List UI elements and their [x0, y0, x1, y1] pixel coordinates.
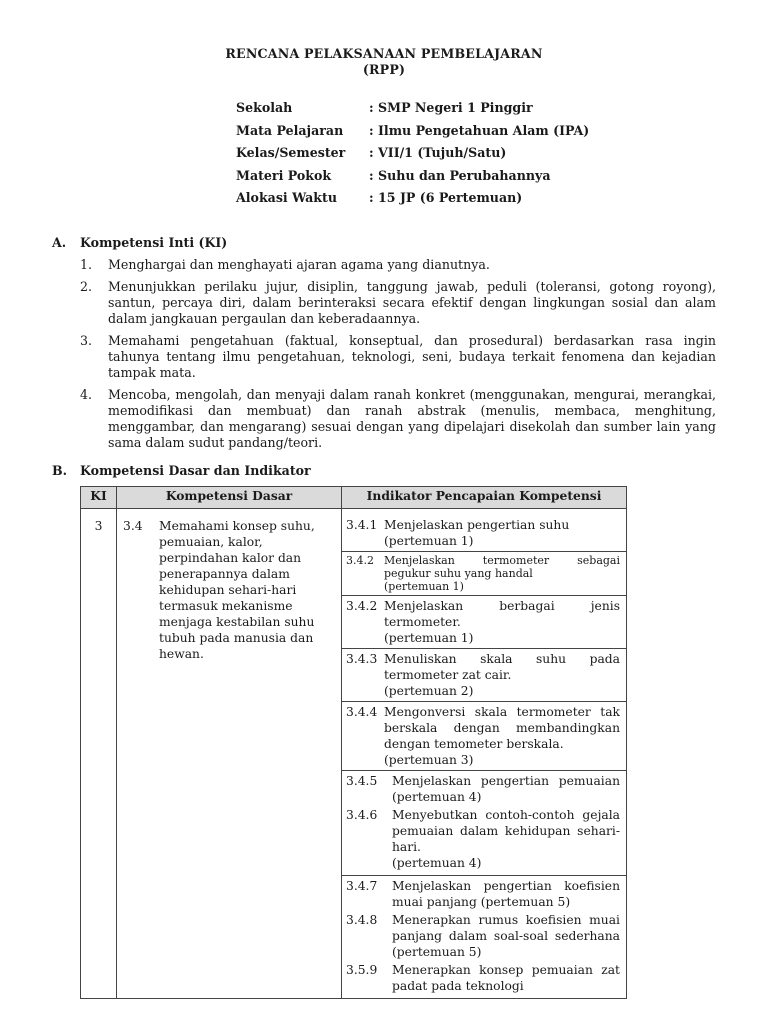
indicator-item	[342, 509, 626, 552]
indicator-line: Menjelaskan pengertian suhu	[384, 518, 570, 532]
section-letter: A.	[52, 235, 67, 250]
list-item	[80, 387, 716, 451]
document-title: RENCANA PELAKSANAAN PEMBELAJARAN	[225, 46, 543, 61]
kd-line: penerapannya dalam	[159, 567, 290, 581]
indicator-line: (pertemuan 1)	[384, 534, 474, 548]
core-competency-list	[80, 257, 716, 457]
kd-line: kehidupan sehari-hari	[159, 583, 297, 597]
indicator-item	[342, 596, 626, 649]
indicator-item	[342, 649, 626, 702]
info-label: Sekolah	[236, 100, 293, 115]
info-label: Kelas/Semester	[236, 145, 346, 160]
indicator-line: (pertemuan 1)	[384, 631, 474, 645]
kd-cell	[117, 509, 342, 999]
info-value: : VII/1 (Tujuh/Satu)	[369, 145, 507, 160]
list-text: Memahami pengetahuan (faktual, konseptual, dan prosedural) berdasarkan rasa ingin tahunya tentang ilmu pengetahuan, teknologi, seni, budaya terkait fenomena dan kejadian tampak mata.	[108, 333, 716, 380]
section-title: Kompetensi Dasar dan Indikator	[80, 463, 311, 478]
indicator-item	[346, 807, 620, 871]
indicator-item	[342, 552, 626, 596]
list-number: 4.	[80, 387, 93, 402]
info-value: : 15 JP (6 Pertemuan)	[369, 190, 523, 205]
list-number: 2.	[80, 279, 93, 294]
document-subtitle: (RPP)	[362, 62, 406, 77]
kd-line: pemuaian, kalor,	[159, 535, 263, 549]
indicator-number: 3.5.9	[346, 963, 378, 977]
info-label: Mata Pelajaran	[236, 122, 344, 138]
kd-text	[117, 509, 341, 662]
competency-table	[80, 486, 627, 999]
indicator-line: Menyebutkan contoh-contoh gejala pemuaian dalam kehidupan sehari-hari.	[392, 808, 620, 854]
indicator-line: Menjelaskan termometer sebagai pegukur suhu yang handal	[384, 554, 620, 580]
list-text: Menunjukkan perilaku jujur, disiplin, tanggung jawab, peduli (toleransi, gotong royong), santun, percaya diri, dalam berinteraksi secara efektif dengan lingkungan sosial dan alam dalam jangkauan pergaulan dan keberadaannya.	[108, 279, 716, 326]
indicator-item	[346, 962, 620, 994]
list-item	[80, 333, 716, 381]
indicator-item	[342, 702, 626, 771]
indicator-line: (pertemuan 2)	[384, 684, 474, 698]
indicator-number: 3.4.4	[346, 705, 378, 719]
kd-number: 3.4	[123, 519, 143, 533]
table-header-row	[81, 487, 627, 509]
indicator-item	[346, 912, 620, 960]
kd-line: perpindahan kalor dan	[159, 551, 302, 565]
list-item	[80, 257, 716, 273]
kd-line: Memahami konsep suhu,	[159, 519, 315, 533]
indicator-number: 3.4.5	[346, 774, 378, 788]
info-label: Alokasi Waktu	[236, 190, 338, 205]
kd-line: tubuh pada manusia dan	[159, 631, 314, 645]
list-text: Menghargai dan menghayati ajaran agama yang dianutnya.	[108, 257, 490, 272]
info-label: Materi Pokok	[236, 167, 332, 183]
indicator-line: Menuliskan skala suhu pada termometer zat cair.	[384, 652, 620, 682]
table-row	[81, 509, 627, 999]
info-value: : Suhu dan Perubahannya	[369, 167, 551, 183]
indicator-line: Menjelaskan berbagai jenis termometer.	[384, 599, 620, 629]
indicator-number: 3.4.6	[346, 808, 378, 822]
indicator-number: 3.4.7	[346, 879, 378, 893]
indicator-number: 3.4.2	[346, 599, 378, 613]
indicator-line: Mengonversi skala termometer tak berskala dengan membandingkan dengan temometer berskala.	[384, 705, 620, 751]
kd-line: menjaga kestabilan suhu	[159, 615, 315, 629]
list-text: Mencoba, mengolah, dan menyaji dalam ranah konkret (menggunakan, mengurai, merangkai, memodifikasi dan membuat) dan ranah abstrak (menulis, membaca, menghitung, menggambar, dan mengarang) sesuai dengan yang dipelajari disekolah dan sumber lain yang sama dalam sudut pandang/teori.	[108, 387, 716, 450]
section-letter: B.	[52, 463, 68, 478]
indicator-line: Menjelaskan pengertian pemuaian (pertemuan 4)	[392, 774, 620, 804]
list-number: 1.	[80, 257, 93, 272]
kd-line: termasuk mekanisme	[159, 599, 293, 613]
indicator-line: (pertemuan 3)	[384, 753, 474, 767]
indicator-item	[346, 773, 620, 805]
indicator-line: (pertemuan 1)	[384, 580, 464, 593]
section-title: Kompetensi Inti (KI)	[80, 235, 228, 250]
indicator-item	[346, 878, 620, 910]
ki-cell: 3	[81, 509, 117, 999]
indicator-cell	[342, 509, 627, 999]
info-value: : SMP Negeri 1 Pinggir	[369, 100, 533, 115]
indicator-number: 3.4.3	[346, 652, 378, 666]
indicator-number: 3.4.1	[346, 518, 378, 532]
kd-line: hewan.	[159, 647, 204, 661]
column-header-indicator: Indikator Pencapaian Kompetensi	[342, 487, 627, 509]
indicator-line: Menerapkan konsep pemuaian zat padat pada teknologi	[392, 963, 620, 993]
indicator-number: 3.4.8	[346, 913, 378, 927]
column-header-ki: KI	[81, 487, 117, 509]
list-item	[80, 279, 716, 327]
indicator-line: Menerapkan rumus koefisien muai panjang dalam soal-soal sederhana (pertemuan 5)	[392, 913, 620, 959]
column-header-kd: Kompetensi Dasar	[117, 487, 342, 509]
indicator-group	[342, 771, 626, 876]
indicator-line: (pertemuan 4)	[392, 856, 482, 870]
section-b-heading	[52, 463, 311, 479]
indicator-line: Menjelaskan pengertian koefisien muai panjang (pertemuan 5)	[392, 879, 620, 909]
section-a-heading	[52, 235, 227, 251]
indicator-number: 3.4.2	[346, 554, 374, 567]
indicator-group	[342, 876, 626, 998]
list-number: 3.	[80, 333, 93, 348]
info-value: : Ilmu Pengetahuan Alam (IPA)	[369, 122, 590, 138]
